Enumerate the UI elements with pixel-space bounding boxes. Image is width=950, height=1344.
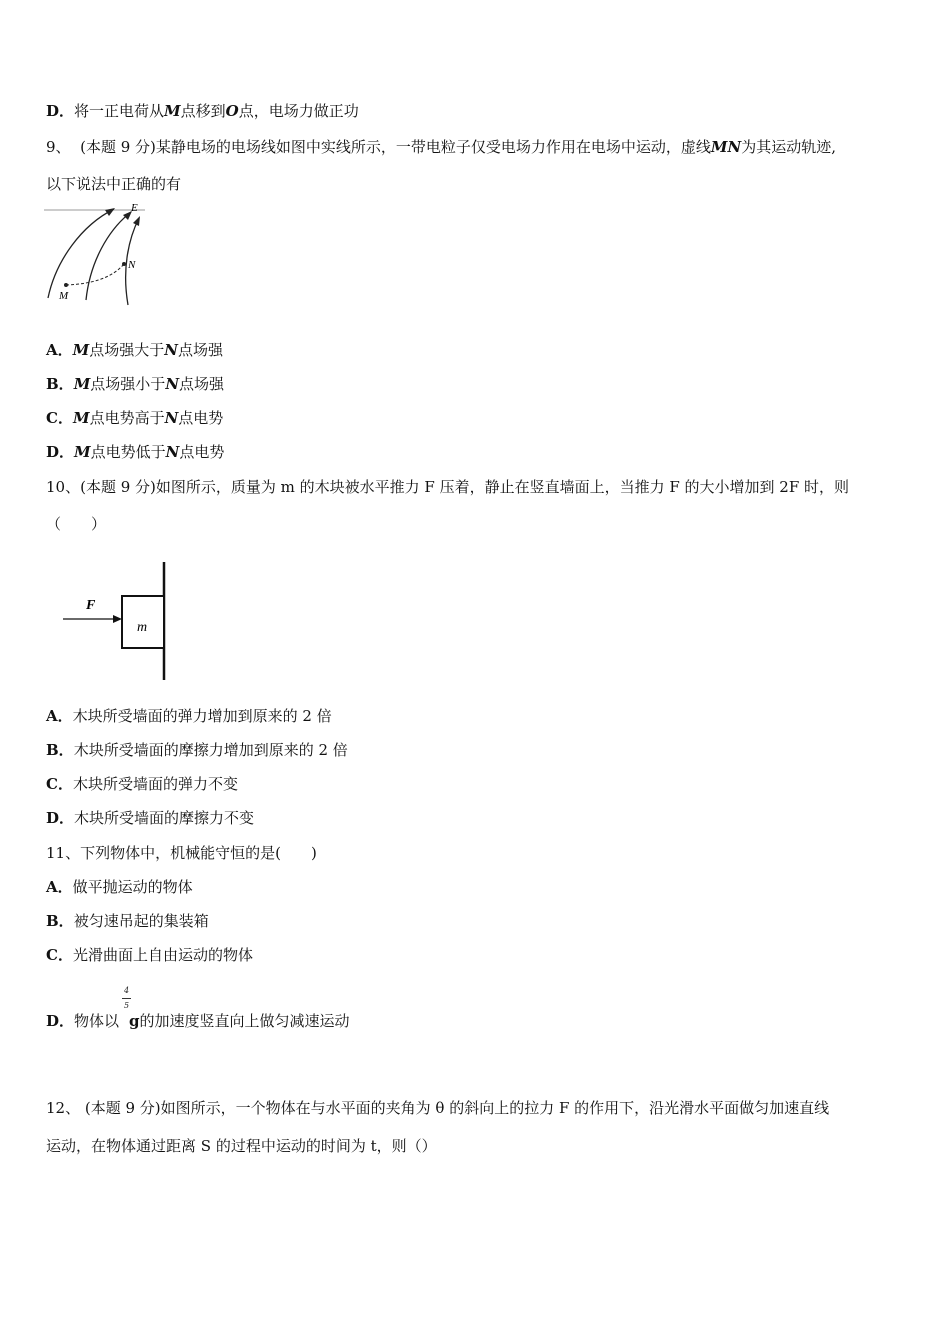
var: M (72, 341, 90, 359)
option-text: 点电势低于 (90, 443, 166, 461)
field-line-2 (86, 212, 131, 300)
fraction-bar (122, 998, 131, 999)
option-label: C． (46, 409, 73, 427)
option-text: 点电势 (178, 409, 224, 427)
option-text: 点电势高于 (89, 409, 165, 427)
block-wall-figure (58, 558, 178, 684)
q9-option-a (46, 340, 223, 360)
option-text: 点，电场力做正功 (238, 102, 359, 120)
q11-option-a (46, 877, 193, 897)
option-label: B． (46, 741, 74, 759)
q10-option-c (46, 774, 238, 794)
option-text: 点电势 (179, 443, 225, 461)
var: N (165, 443, 180, 461)
fraction-numerator: 4 (124, 986, 130, 995)
option-label: D． (46, 102, 75, 120)
q11-stem: 11、下列物体中，机械能守恒的是( ) (46, 844, 317, 862)
option-text: 木块所受墙面的摩擦力不变 (74, 809, 255, 827)
q10-stem-line-2: （ ） (46, 515, 107, 533)
label-f: F (86, 598, 96, 613)
option-text: 光滑曲面上自由运动的物体 (72, 946, 253, 964)
q10-option-a (46, 706, 332, 726)
field-line-1 (48, 209, 114, 298)
option-text: 将一正电荷从 (74, 102, 165, 120)
question-number: 9、 (46, 138, 71, 156)
arrowhead-1 (105, 208, 115, 216)
var: M (74, 443, 91, 461)
var: N (164, 409, 179, 427)
option-label: A． (46, 341, 73, 359)
q10-option-d (46, 808, 254, 828)
label-e: E (131, 202, 138, 214)
label-m: M (59, 290, 69, 302)
option-text: 点移到 (180, 102, 226, 120)
q8-option-d (46, 101, 359, 121)
q11-option-b (46, 911, 209, 931)
q9-option-c (46, 408, 223, 428)
q9-stem-line-2: 以下说法中正确的有 (46, 175, 182, 193)
option-text: 木块所受墙面的弹力不变 (72, 775, 238, 793)
option-label: D． (46, 809, 75, 827)
q9-option-d (46, 442, 224, 462)
q11-option-d (46, 1011, 350, 1031)
var: N (165, 375, 180, 393)
var-m: M (164, 102, 181, 120)
option-label: A． (46, 878, 73, 896)
option-label: C． (46, 946, 73, 964)
var: M (72, 409, 90, 427)
option-label: D． (46, 443, 75, 461)
label-n: N (128, 259, 136, 271)
point-m (64, 283, 68, 287)
label-mass: m (137, 620, 148, 635)
option-text: 点场强 (179, 375, 225, 393)
option-label: B． (46, 912, 74, 930)
q12-stem-line-2: 运动，在物体通过距离 S 的过程中运动的时间为 t，则（） (46, 1137, 437, 1155)
option-text: 做平抛运动的物体 (72, 878, 193, 896)
option-text: 被匀速吊起的集装箱 (73, 912, 209, 930)
electric-field-figure (42, 200, 152, 310)
option-text: 点场强大于 (89, 341, 165, 359)
option-text: 物体以 (74, 1012, 120, 1030)
var-mn: MN (710, 138, 742, 156)
var-o: O (225, 102, 239, 120)
option-text: 木块所受墙面的弹力增加到原来的 2 倍 (72, 707, 332, 725)
fraction-denominator: 5 (124, 1001, 130, 1010)
question-text: 为其运动轨迹, (741, 138, 836, 156)
q9-option-b (46, 374, 224, 394)
option-text: 点场强小于 (90, 375, 166, 393)
option-text: 的加速度竖直向上做匀减速运动 (139, 1012, 350, 1030)
var: M (73, 375, 91, 393)
q10-stem-line-1: 10、(本题 9 分)如图所示，质量为 m 的木块被水平推力 F 压着，静止在竖直墙面上，当推力 F 的大小增加到 2F 时，则 (46, 478, 850, 496)
question-text: (本题 9 分)某静电场的电场线如图中实线所示，一带电粒子仅受电场力作用在电场中运动，虚线 (80, 138, 711, 156)
q11-option-c (46, 945, 253, 965)
option-text: 点场强 (177, 341, 223, 359)
arrowhead-3 (133, 216, 140, 226)
q10-option-b (46, 740, 348, 760)
q12-stem-line-1: 12、 (本题 9 分)如图所示，一个物体在与水平面的夹角为 θ 的斜向上的拉力 F 的作用下，沿光滑水平面做匀加速直线 (46, 1099, 830, 1117)
force-arrowhead (113, 615, 122, 623)
option-label: D． (46, 1012, 75, 1030)
option-label: C． (46, 775, 73, 793)
option-label: B． (46, 375, 74, 393)
var: N (164, 341, 178, 359)
var-g: g (129, 1012, 140, 1030)
option-text: 木块所受墙面的摩擦力增加到原来的 2 倍 (73, 741, 348, 759)
q9-stem-line-1 (46, 137, 836, 157)
trajectory-mn (66, 264, 124, 285)
point-n (122, 262, 126, 266)
option-label: A． (46, 707, 73, 725)
